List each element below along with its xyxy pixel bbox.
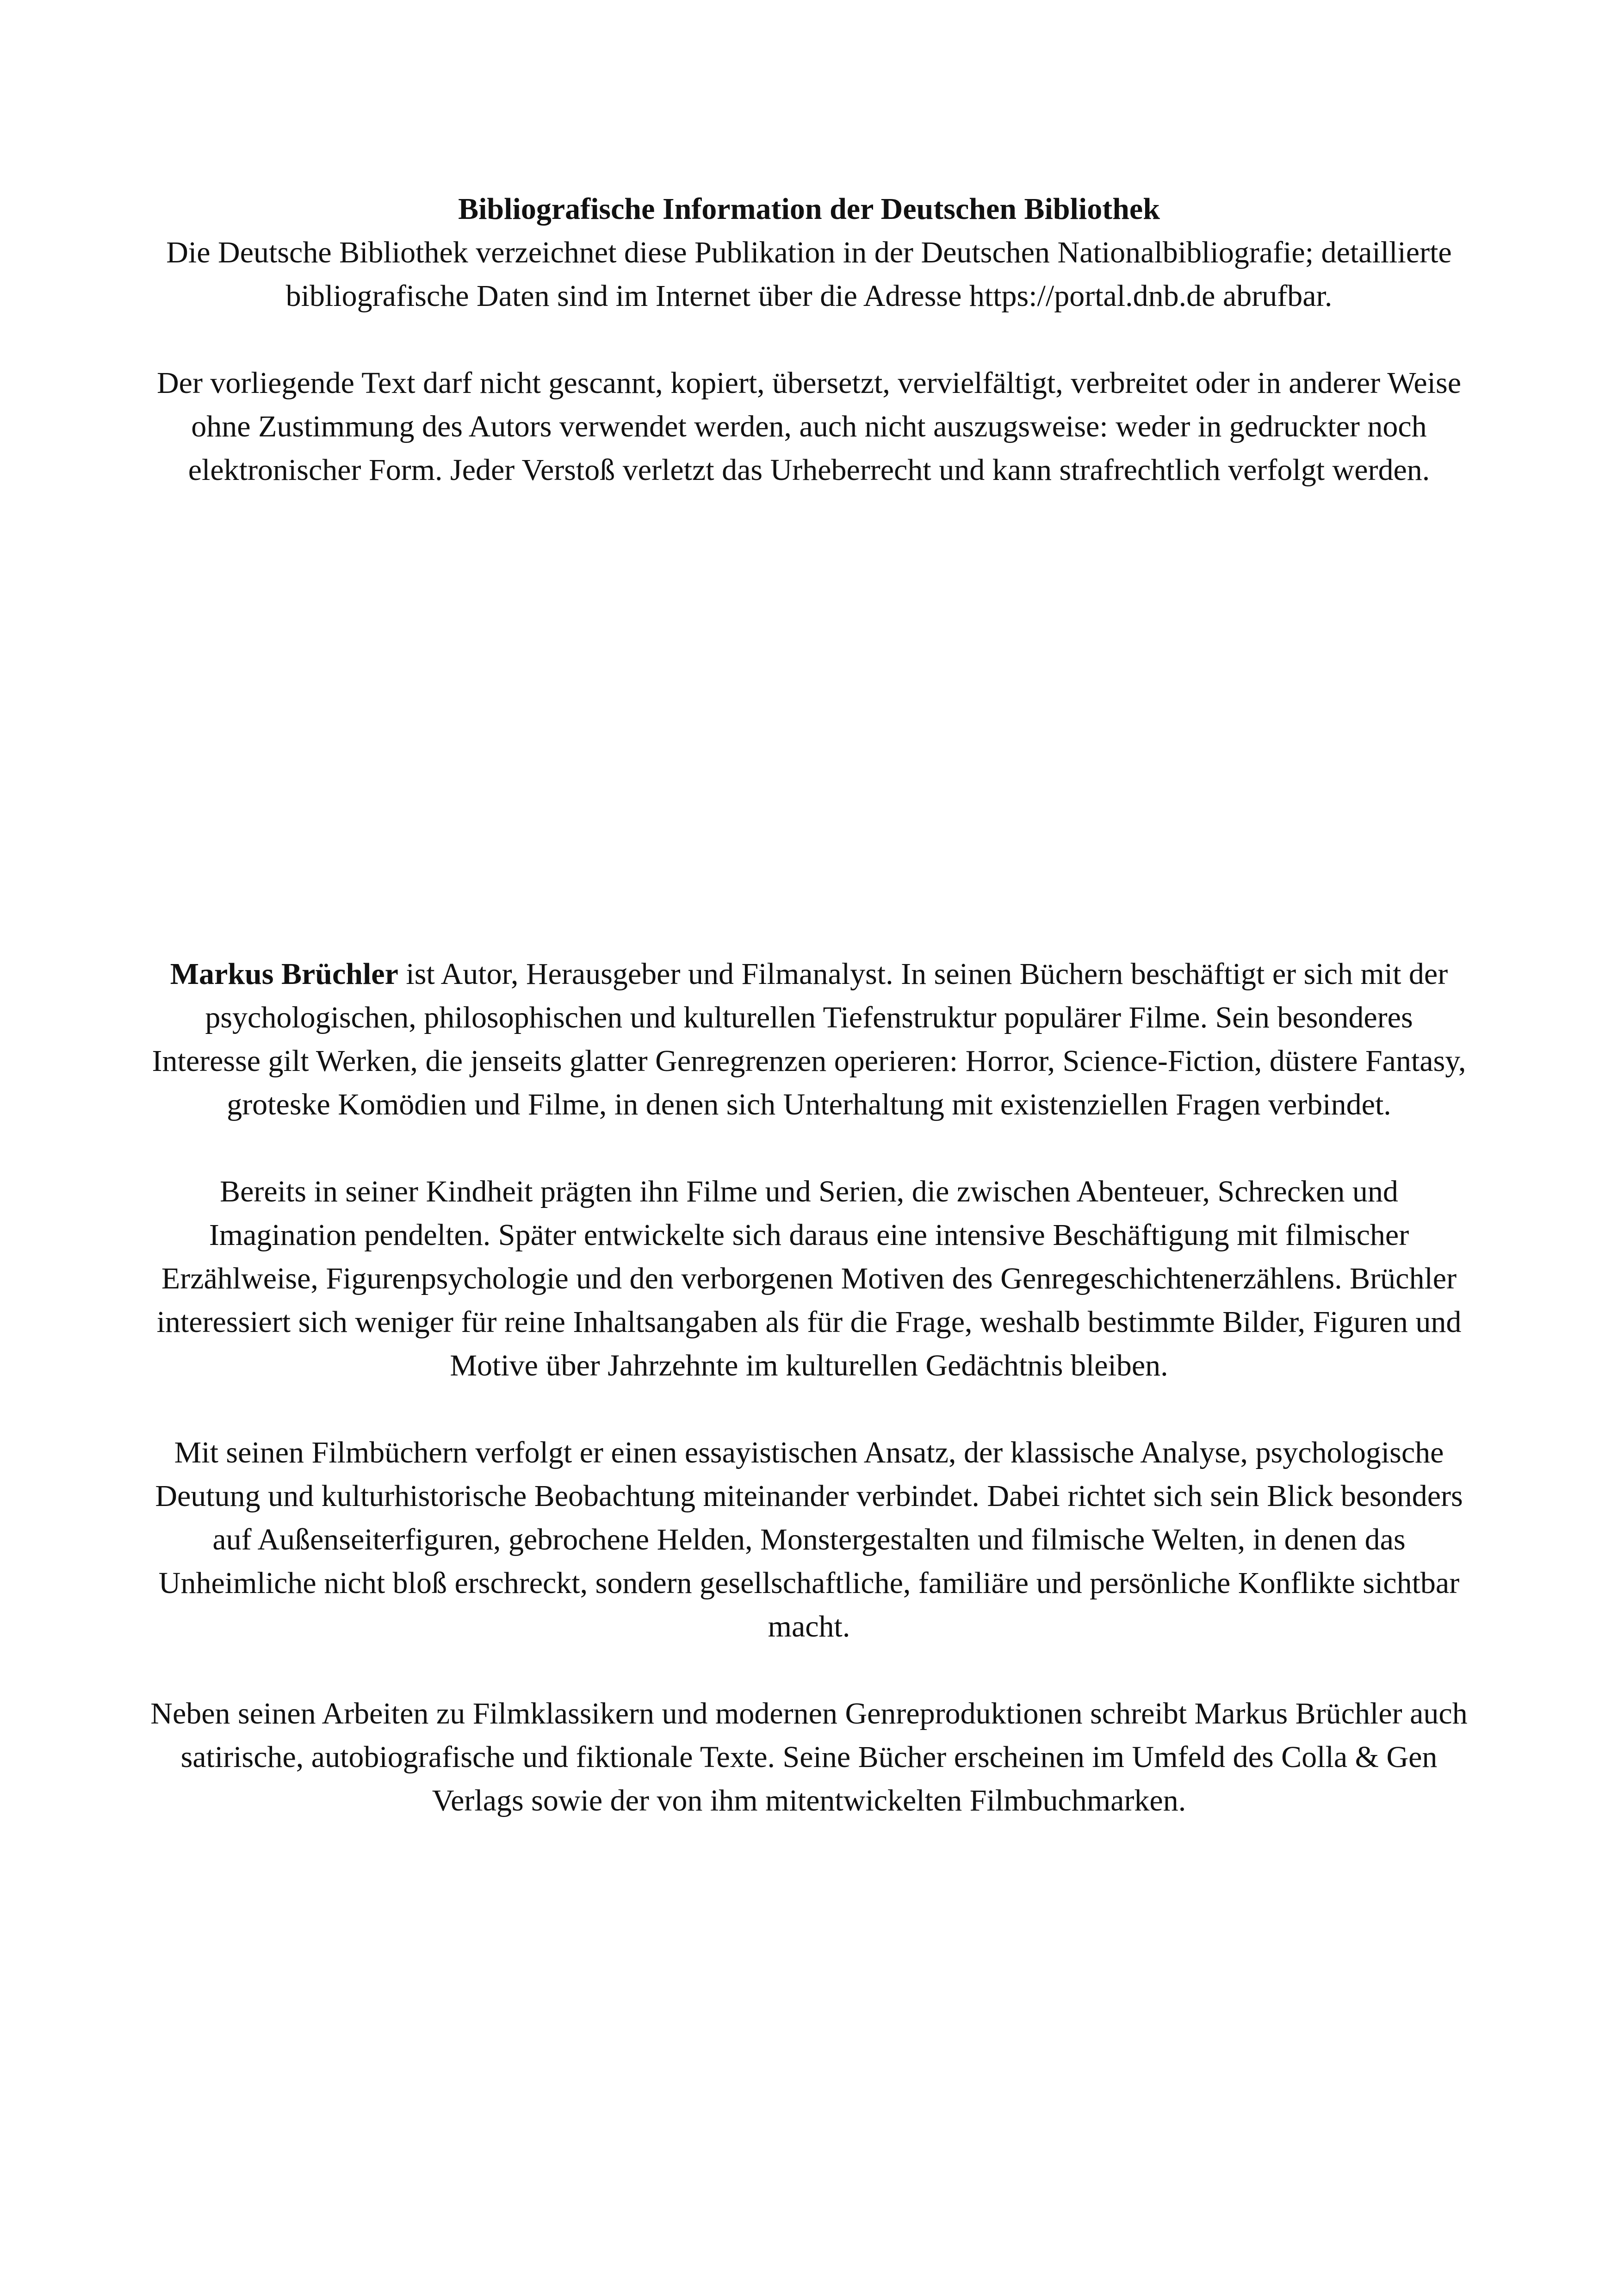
catalog-note: Die Deutsche Bibliothek verzeichnet diese Publikation in der Deutschen Nationalbibliografie; detaillierte bibliografische Daten sind im Internet über die Adresse https://portal.dnb.de abrufbar. [166, 236, 1452, 313]
paragraph-gap [148, 318, 1470, 361]
copyright-note: Der vorliegende Text darf nicht gescannt, kopiert, übersetzt, vervielfältigt, verbreitet oder in anderer Weise ohne Zustimmung des Autors verwendet werden, auch nicht auszugsweise: weder in gedruckter noch elektronischer Form. Jeder Verstoß verletzt das Urheberrecht und kann strafrechtlich verfolgt werden. [157, 366, 1461, 487]
bio-paragraph-3: Mit seinen Filmbüchern verfolgt er einen essayistischen Ansatz, der klassische Analyse, psychologische Deutung und kulturhistorische Beobachtung miteinander verbindet. Dabei richtet sich sein Blick besonders auf Außenseiterfiguren, gebrochene Helden, Monstergestalten und filmische Welten, in denen das Unheimliche nicht bloß erschreckt, sondern gesellschaftliche, familiäre und persönliche Konflikte sichtbar macht. [155, 1436, 1463, 1643]
bibliographic-heading: Bibliografische Information der Deutschen Bibliothek [458, 192, 1160, 226]
bio-paragraph-1 [148, 952, 1470, 1126]
author-name: Markus Brüchler [170, 957, 398, 991]
paragraph-gap [148, 1388, 1470, 1431]
bibliographic-section [148, 187, 1470, 492]
paragraph-gap [148, 1649, 1470, 1692]
author-bio-section [148, 952, 1470, 1823]
paragraph-gap [148, 1126, 1470, 1170]
bio-paragraph-1-text: ist Autor, Herausgeber und Filmanalyst. In seinen Büchern beschäftigt er sich mit der psychologischen, philosophischen und kulturellen Tiefenstruktur populärer Filme. Sein besonderes Interesse gilt Werken, die jenseits glatter Genregrenzen operieren: Horror, Science-Fiction, düstere Fantasy, groteske Komödien und Filme, in denen sich Unterhaltung mit existenziellen Fragen verbindet. [152, 957, 1466, 1121]
bio-paragraph-4: Neben seinen Arbeiten zu Filmklassikern und modernen Genreproduktionen schreibt Markus Brüchler auch satirische, autobiografische und fiktionale Texte. Seine Bücher erscheinen im Umfeld des Colla & Gen Verlags sowie der von ihm mitentwickelten Filmbuchmarken. [150, 1697, 1468, 1817]
bio-paragraph-2: Bereits in seiner Kindheit prägten ihn Filme und Serien, die zwischen Abenteuer, Schrecken und Imagination pendelten. Später entwickelte sich daraus eine intensive Beschäftigung mit filmischer Erzählweise, Figurenpsychologie und den verborgenen Motiven des Genregeschichtenerzählens. Brüchler interessiert sich weniger für reine Inhaltsangaben als für die Frage, weshalb bestimmte Bilder, Figuren und Motive über Jahrzehnte im kulturellen Gedächtnis bleiben. [156, 1175, 1462, 1382]
